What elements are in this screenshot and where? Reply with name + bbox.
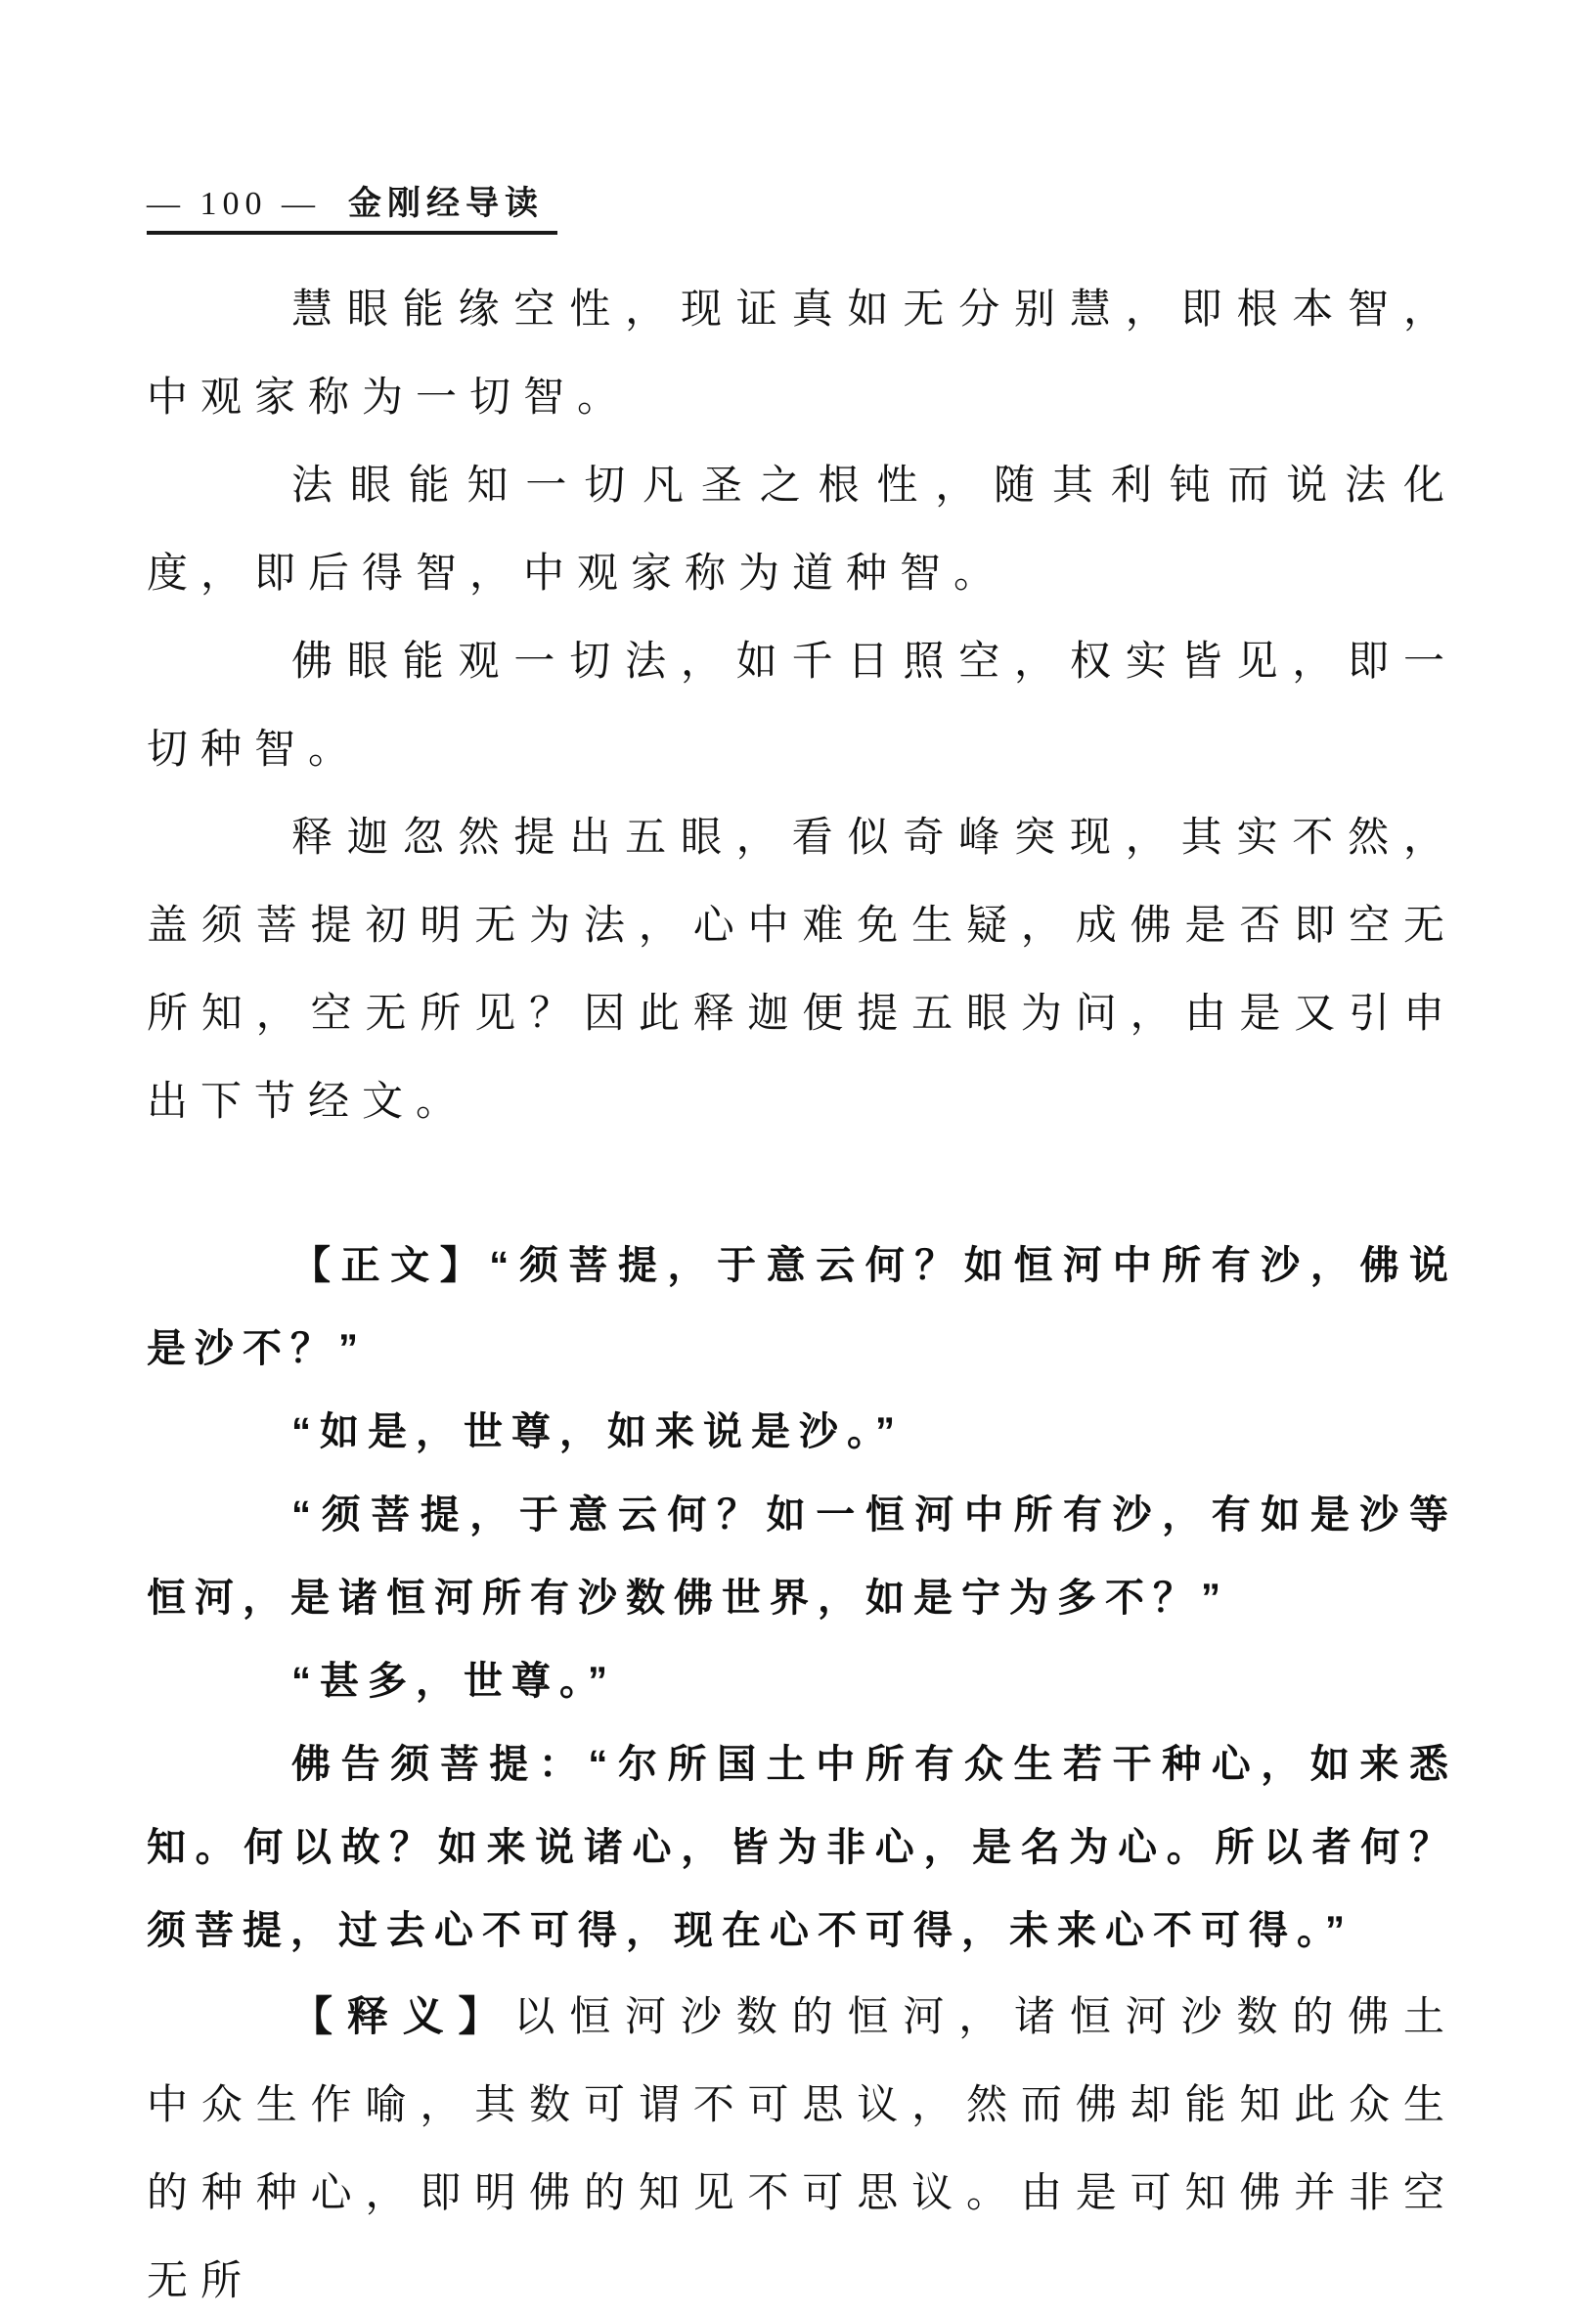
paragraph-text: 以恒河沙数的恒河，诸恒河沙数的佛土中众生作喻，其数可谓不可思议，然而佛却能知此众生的种种心，即明佛的知见不可思议。由是可知佛并非空无所	[147, 1995, 1457, 2304]
page-number: — 100 —	[147, 186, 321, 222]
paragraph-text: “须菩提，于意云何？如恒河中所有沙，佛说是沙不？”	[147, 1244, 1458, 1370]
paragraph-scripture	[147, 1474, 1457, 1640]
paragraph-text: “甚多，世尊。”	[291, 1660, 616, 1703]
paragraph-scripture	[147, 1391, 1457, 1474]
book-title: 金刚经导读	[348, 185, 544, 222]
paragraph-text: 慧眼能缘空性，现证真如无分别慧，即根本智，中观家称为一切智。	[147, 288, 1457, 421]
paragraph-scripture	[147, 1640, 1457, 1723]
running-head	[147, 184, 557, 235]
text-column	[147, 266, 1457, 2316]
paragraph-text: 释迦忽然提出五眼，看似奇峰突现，其实不然，盖须菩提初明无为法，心中难免生疑，成佛是否即空无所知，空无所见？因此释迦便提五眼为问，由是又引申出下节经文。	[147, 816, 1457, 1125]
paragraph	[147, 794, 1457, 1146]
paragraph-text: 佛眼能观一切法，如千日照空，权实皆见，即一切种智。	[147, 640, 1457, 773]
paragraph	[147, 442, 1457, 618]
paragraph-text: “如是，世尊，如来说是沙。”	[291, 1410, 904, 1453]
paragraph-scripture	[147, 1225, 1457, 1391]
paragraph-commentary	[147, 1973, 1457, 2316]
paragraph	[147, 266, 1457, 442]
section-label-zhengwen: 【正文】	[291, 1244, 490, 1287]
paragraph	[147, 618, 1457, 794]
paragraph-text: 法眼能知一切凡圣之根性，随其利钝而说法化度，即后得智，中观家称为道种智。	[147, 464, 1457, 597]
section-label-shiyi: 【释义】	[291, 1993, 514, 2039]
paragraph-text: “须菩提，于意云何？如一恒河中所有沙，有如是沙等恒河，是诸恒河所有沙数佛世界，如是宁为多不？”	[147, 1493, 1457, 1620]
paragraph-scripture	[147, 1723, 1457, 1973]
paragraph-text: 佛告须菩提：“尔所国土中所有众生若干种心，如来悉知。何以故？如来说诸心，皆为非心，是名为心。所以者何？须菩提，过去心不可得，现在心不可得，未来心不可得。”	[147, 1743, 1457, 1952]
